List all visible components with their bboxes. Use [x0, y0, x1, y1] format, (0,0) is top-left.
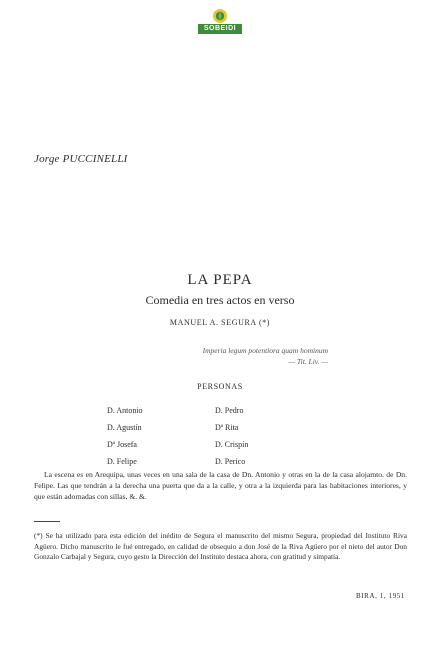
cast-list-left	[107, 402, 143, 470]
play-byline: MANUEL A. SEGURA (*)	[169, 318, 271, 327]
epigraph-quote: Imperia legum potentiora quam hominum	[202, 346, 328, 355]
cast-member: D. Agustín	[107, 423, 142, 432]
cast-member: Dª Rita	[215, 423, 239, 432]
cast-member: Dª Josefa	[107, 440, 137, 449]
cast-member: D. Felipe	[107, 457, 137, 466]
cast-member: D. Perico	[215, 457, 246, 466]
play-title: LA PEPA	[187, 272, 253, 288]
cast-list-right	[215, 402, 248, 470]
cast-member: D. Antonio	[107, 406, 143, 415]
cast-member: D. Crispín	[215, 440, 249, 449]
play-subtitle: Comedia en tres actos en verso	[145, 293, 295, 307]
epigraph-source: — Tit. Liv. —	[288, 357, 328, 366]
logo-wordmark: SOBEIDI	[198, 24, 242, 34]
footnote-divider	[34, 521, 60, 522]
footnote: (*) Se ha utilizado para esta edición del inédito de Segura el manuscrito del mismo Segura, propiedad del Instituto Riva Agüero. Dicho manuscrito le fué entregado, en calidad de obsequio a don José de la Riva Agüero por el nieto del autor Don Gonzalo Carbajal y Segura, cuyo gesto la Dirección del Instituto destaca ahora, con gratitud y simpatía.	[34, 531, 407, 561]
page-folio: BIRA, 1, 1951	[355, 592, 405, 600]
leaf-emblem-icon	[212, 8, 228, 24]
publisher-logo	[198, 8, 242, 36]
personas-heading: PERSONAS	[197, 382, 243, 391]
author-name: Jorge PUCCINELLI	[34, 153, 128, 165]
cast-member: D. Pedro	[215, 406, 244, 415]
epigraph	[203, 345, 328, 367]
scene-description: La escena es en Arequipa, unas veces en una sala de la casa de Dn. Antonio y otras en la de la casa alojamto. de Dn. Felipe. Las que tendrán a la derecha una puerta que da a la calle, y otra a la izquierda para las habitaciones interiores, y que están adornadas con sillas, &. &.	[34, 470, 407, 501]
